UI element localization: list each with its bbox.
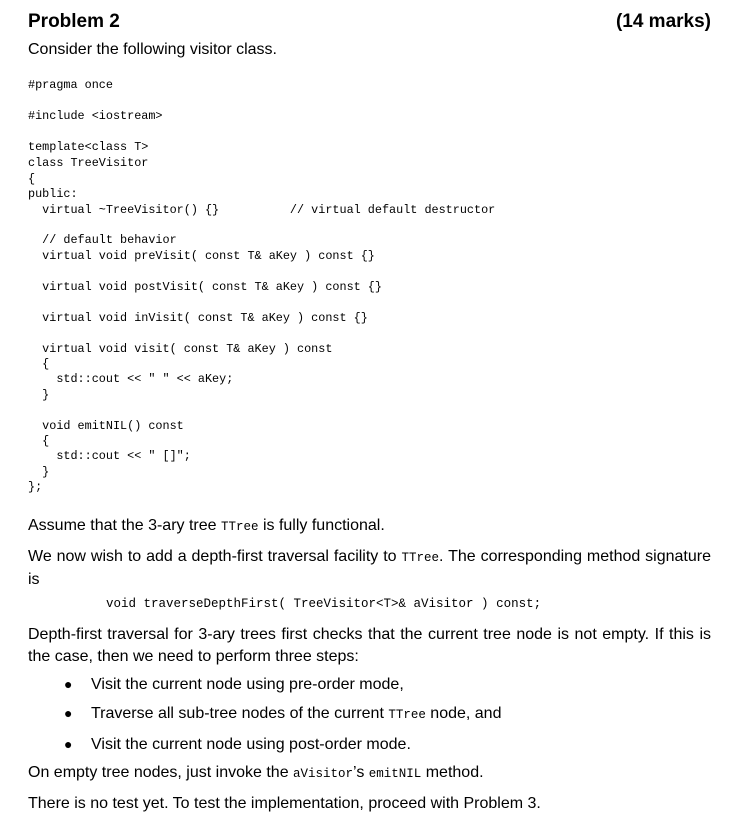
code-line: { <box>28 172 36 186</box>
code-line: virtual void inVisit( const T& aKey ) const {} <box>28 311 368 325</box>
problem-header <box>28 11 711 39</box>
bullet-item <box>64 673 404 696</box>
inline-code: TTree <box>401 551 440 565</box>
code-line: std::cout << " []"; <box>28 449 191 463</box>
problem-title: Problem 2 <box>28 11 120 32</box>
method-signature: void traverseDepthFirst( TreeVisitor<T>& aVisitor ) const; <box>106 597 542 611</box>
code-line: { <box>28 434 50 448</box>
code-line: #pragma once <box>28 78 113 92</box>
code-line: void emitNIL() const <box>28 419 184 433</box>
inline-code: TTree <box>388 708 426 722</box>
code-line: public: <box>28 187 78 201</box>
text: Assume that the 3-ary tree <box>28 517 221 534</box>
code-line: // default behavior <box>28 233 177 247</box>
paragraph-no-test: There is no test yet. To test the implementation, proceed with Problem 3. <box>28 795 541 812</box>
text: We now wish to add a depth-first traversal facility to <box>28 548 402 565</box>
paragraph-assume <box>28 515 385 538</box>
bullet-item <box>64 733 411 756</box>
paragraph-depth-first: Depth-first traversal for 3-ary trees first checks that the current tree node is not empty. If this is the case, then we need to perform three steps: <box>28 626 711 665</box>
code-line: template<class T> <box>28 140 149 154</box>
problem-marks: (14 marks) <box>615 11 711 32</box>
code-line: virtual void visit( const T& aKey ) const <box>28 342 333 356</box>
text: On empty tree nodes, just invoke the <box>28 764 294 781</box>
code-line: virtual void preVisit( const T& aKey ) const {} <box>28 249 375 263</box>
code-line: virtual void postVisit( const T& aKey ) const {} <box>28 280 382 294</box>
bullet-icon: ● <box>64 736 73 752</box>
bullet-icon: ● <box>64 676 73 692</box>
text: Visit the current node using pre-order mode, <box>91 676 404 693</box>
paragraph-traversal <box>28 546 711 591</box>
bullet-icon: ● <box>64 705 73 721</box>
inline-code: aVisitor <box>293 767 354 781</box>
code-line: } <box>28 465 50 479</box>
inline-code: TTree <box>220 520 259 534</box>
code-line: #include <iostream> <box>28 109 163 123</box>
code-line: std::cout << " " << aKey; <box>28 372 234 386</box>
text: . The corresponding method signature is <box>28 548 712 588</box>
code-line: } <box>28 388 50 402</box>
text: method. <box>421 764 484 781</box>
text: ’s <box>353 764 369 781</box>
bullet-item <box>64 702 501 726</box>
text: Traverse all sub-tree nodes of the current <box>91 705 389 722</box>
text: node, and <box>425 705 502 722</box>
text: is fully functional. <box>258 517 385 534</box>
code-line: class TreeVisitor <box>28 156 149 170</box>
text: Visit the current node using post-order mode. <box>91 736 411 753</box>
code-line: }; <box>28 480 43 494</box>
intro-paragraph: Consider the following visitor class. <box>28 41 277 58</box>
code-line: virtual ~TreeVisitor() {} // virtual default destructor <box>28 203 496 217</box>
inline-code: emitNIL <box>368 767 422 781</box>
code-line: { <box>28 357 50 371</box>
paragraph-empty-nodes <box>28 762 484 785</box>
